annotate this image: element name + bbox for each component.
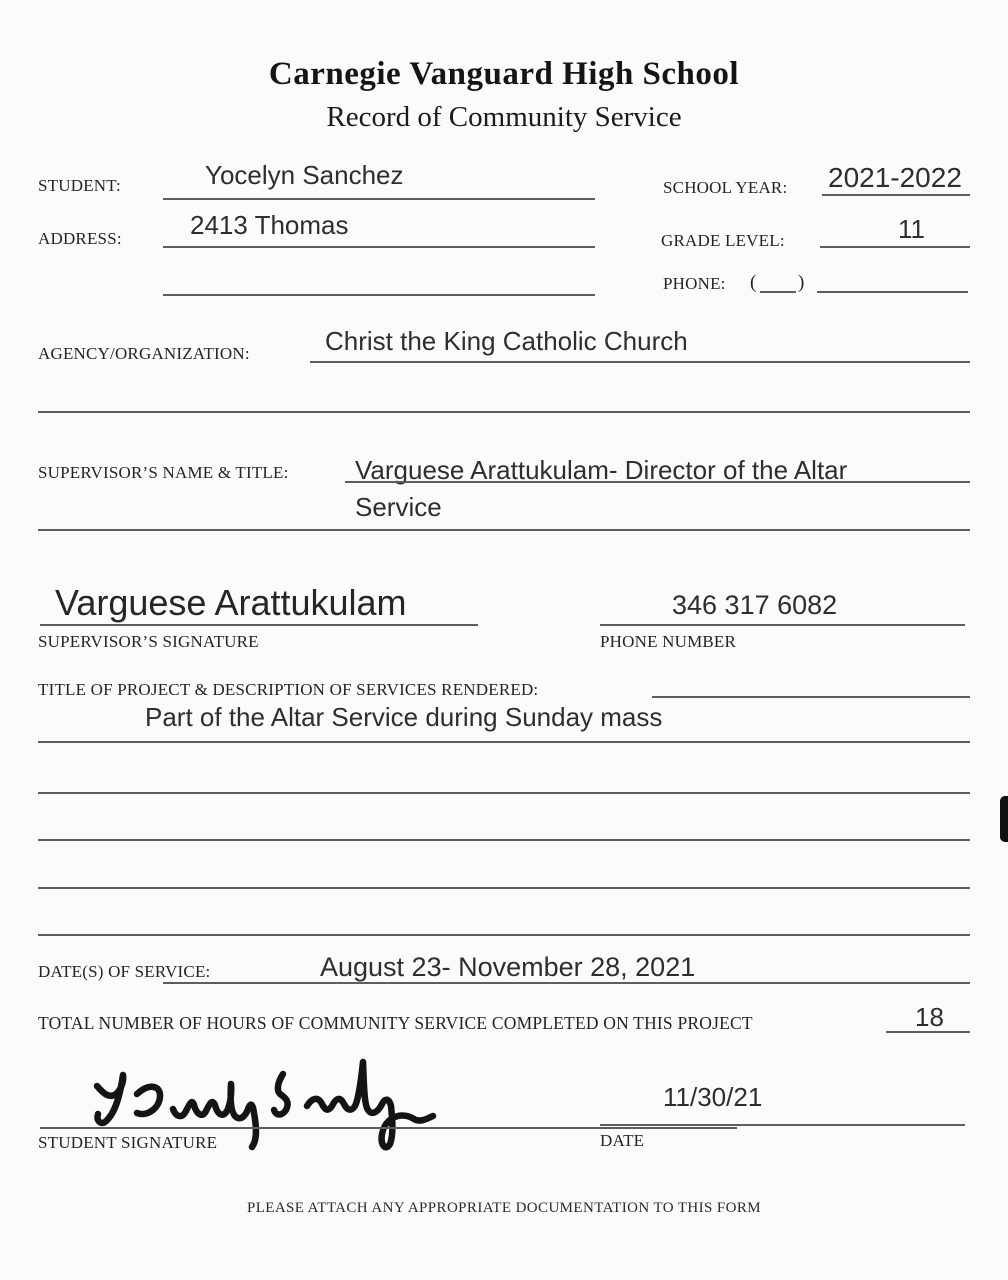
student-label: STUDENT:: [38, 176, 121, 195]
date-label: DATE: [600, 1131, 645, 1150]
blank-line-2: [38, 839, 970, 841]
supervisor-name-title-value-2: Service: [355, 492, 442, 522]
school-year-line: [822, 194, 970, 196]
scan-artifact-mark: [1000, 796, 1008, 842]
student-value: Yocelyn Sanchez: [205, 160, 404, 190]
project-label: TITLE OF PROJECT & DESCRIPTION OF SERVICES RENDERED:: [38, 680, 539, 699]
project-label-line: [652, 696, 970, 698]
phone-number-line: [600, 624, 965, 626]
total-hours-line: [886, 1031, 970, 1033]
phone-label: PHONE:: [663, 274, 726, 293]
date-line: [600, 1124, 965, 1126]
supervisor-signature-label: SUPERVISOR’S SIGNATURE: [38, 632, 259, 651]
address-value: 2413 Thomas: [190, 210, 349, 240]
phone-line: [817, 291, 968, 293]
supervisor-signature-line: [40, 624, 478, 626]
form-title-heading: Record of Community Service: [326, 101, 682, 133]
phone-area-code-line: [760, 291, 796, 293]
student-line: [163, 198, 595, 200]
supervisor-name-title-line: [345, 481, 970, 483]
agency-line: [310, 361, 970, 363]
project-value: Part of the Altar Service during Sunday mass: [145, 702, 663, 732]
blank-line-3: [38, 887, 970, 889]
school-name-heading: Carnegie Vanguard High School: [268, 56, 740, 92]
blank-line-1: [38, 792, 970, 794]
supervisor-name-title-label: SUPERVISOR’S NAME & TITLE:: [38, 463, 289, 482]
total-hours-value: 18: [915, 1002, 944, 1032]
total-hours-label: TOTAL NUMBER OF HOURS OF COMMUNITY SERVICE COMPLETED ON THIS PROJECT: [38, 1013, 753, 1033]
grade-level-label: GRADE LEVEL:: [661, 231, 785, 250]
dates-of-service-label: DATE(S) OF SERVICE:: [38, 962, 211, 981]
grade-level-line: [820, 246, 970, 248]
dates-of-service-line: [163, 982, 970, 984]
grade-level-value: 11: [898, 214, 925, 244]
supervisor-name-title-line-2: [38, 529, 970, 531]
date-value: 11/30/21: [663, 1082, 763, 1112]
agency-line-2: [38, 411, 970, 413]
supervisor-name-title-value: Varguese Arattukulam- Director of the Altar: [355, 455, 848, 485]
footer-note: PLEASE ATTACH ANY APPROPRIATE DOCUMENTATION TO THIS FORM: [246, 1200, 762, 1216]
blank-line-4: [38, 934, 970, 936]
supervisor-signature-value: Varguese Arattukulam: [55, 582, 407, 623]
phone-number-label: PHONE NUMBER: [600, 632, 737, 651]
student-signature-label: STUDENT SIGNATURE: [38, 1133, 218, 1152]
school-year-label: SCHOOL YEAR:: [663, 178, 788, 197]
project-line-1: [38, 741, 970, 743]
agency-label: AGENCY/ORGANIZATION:: [38, 344, 250, 363]
agency-value: Christ the King Catholic Church: [325, 326, 688, 356]
phone-paren-close: ): [798, 272, 805, 293]
dates-of-service-value: August 23- November 28, 2021: [320, 952, 696, 982]
phone-number-value: 346 317 6082: [672, 590, 838, 620]
address-label: ADDRESS:: [38, 229, 122, 248]
school-year-value: 2021-2022: [828, 162, 962, 193]
address-line: [163, 246, 595, 248]
student-signature-line: [40, 1127, 737, 1129]
address-line-2: [163, 294, 595, 296]
phone-paren-open: (: [750, 272, 757, 293]
